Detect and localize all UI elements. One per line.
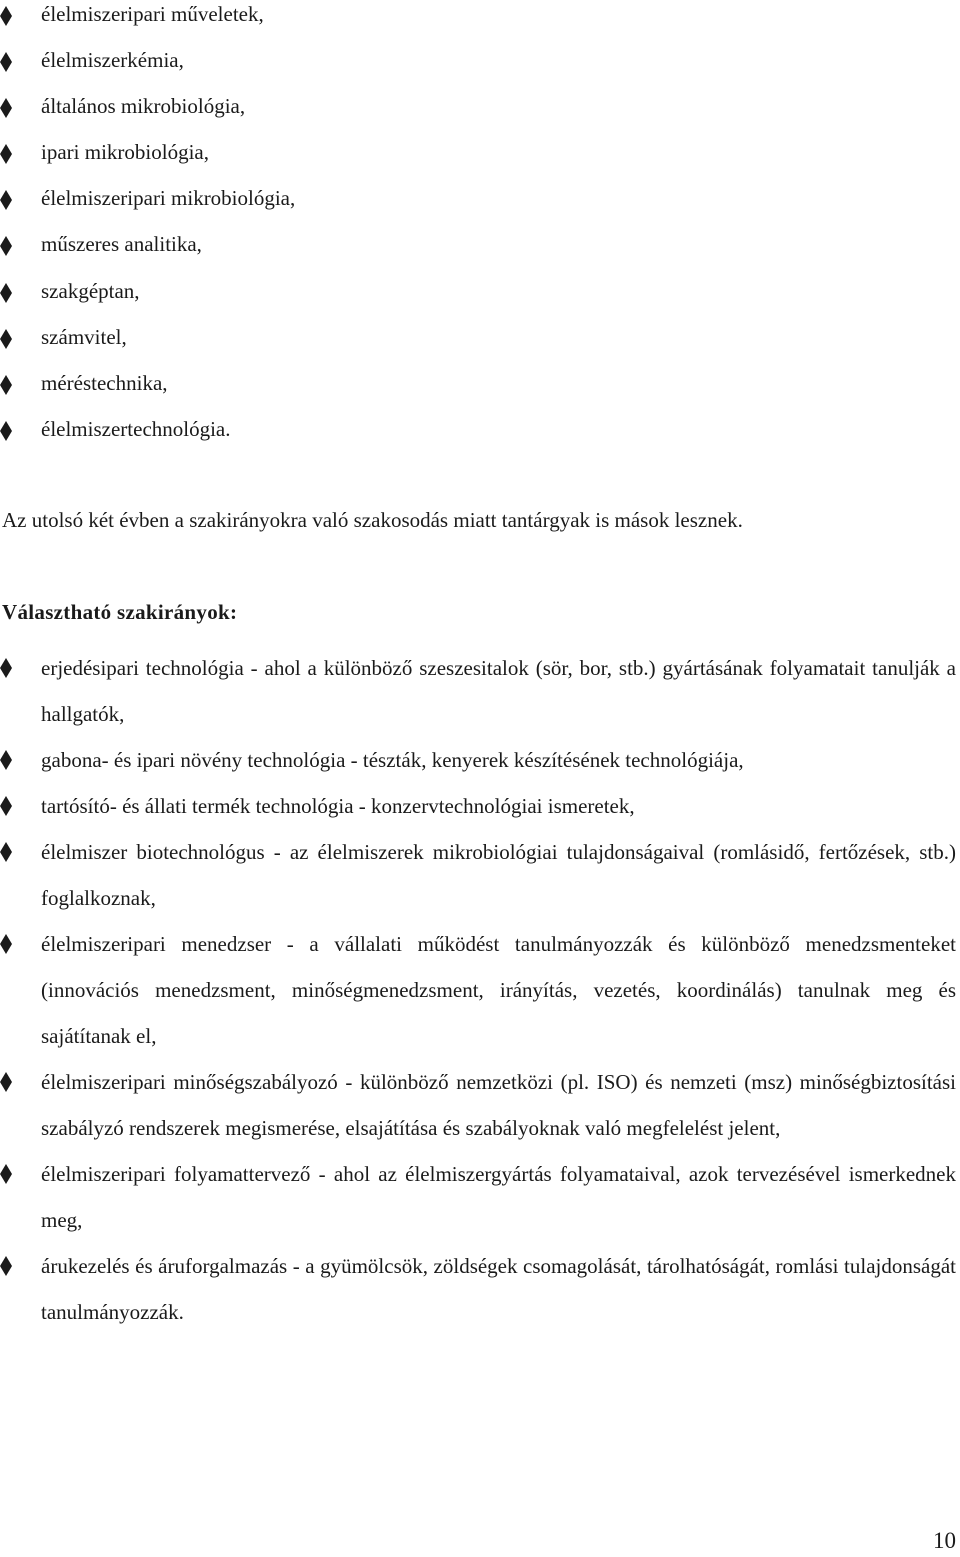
diamond-bullet-icon (0, 190, 12, 210)
subject-list (0, 0, 960, 461)
list-item (0, 46, 960, 92)
list-item (0, 230, 960, 276)
list-item (0, 829, 956, 921)
list-item (0, 415, 960, 461)
diamond-bullet-icon (0, 375, 12, 395)
diamond-bullet-icon (0, 421, 12, 441)
list-item-text: élelmiszeripari mikrobiológia, (41, 186, 296, 211)
list-item-text: élelmiszeripari menedzser - a vállalati működést tanulmányozzák és különböző menedzsmenteket (innovációs menedzsment, minőségmenedzsment, irányítás, vezetés, koordinálás) tanulnak meg és sajátítanak el, (41, 932, 956, 1048)
list-item (0, 0, 960, 46)
list-item-text: általános mikrobiológia, (41, 94, 246, 119)
list-item-text: tartósító- és állati termék technológia - konzervtechnológiai ismeretek, (41, 794, 635, 818)
intro-paragraph: Az utolsó két évben a szakirányokra való szakosodás miatt tantárgyak is mások lesznek. (2, 508, 743, 532)
diamond-bullet-icon (0, 842, 12, 862)
diamond-bullet-icon (0, 750, 12, 770)
diamond-bullet-icon (0, 1072, 12, 1092)
list-item (0, 92, 960, 138)
diamond-bullet-icon (0, 934, 12, 954)
diamond-bullet-icon (0, 6, 12, 26)
list-item-text: élelmiszer biotechnológus - az élelmiszerek mikrobiológiai tulajdonságaival (romlásidő, fertőzések, stb.) foglalkoznak, (41, 840, 956, 910)
diamond-bullet-icon (0, 1256, 12, 1276)
diamond-bullet-icon (0, 52, 12, 72)
list-item-text: számvitel, (41, 324, 127, 349)
list-item (0, 138, 960, 184)
list-item-text: élelmiszeripari műveletek, (41, 2, 264, 26)
list-item-text: méréstechnika, (41, 370, 168, 395)
list-item-text: élelmiszertechnológia. (41, 416, 231, 441)
list-item (0, 737, 956, 783)
list-item-text: ipari mikrobiológia, (41, 140, 209, 165)
diamond-bullet-icon (0, 144, 12, 164)
list-item-text: élelmiszeripari folyamattervező - ahol az élelmiszergyártás folyamataival, azok tervezésével ismerkednek meg, (41, 1162, 956, 1232)
specializations-heading: Választható szakirányok: (2, 600, 238, 624)
list-item (0, 277, 960, 323)
diamond-bullet-icon (0, 329, 12, 349)
list-item (0, 369, 960, 415)
diamond-bullet-icon (0, 98, 12, 118)
page-number: 10 (933, 1528, 956, 1553)
list-item (0, 783, 956, 829)
diamond-bullet-icon (0, 283, 12, 303)
list-item (0, 1059, 956, 1151)
diamond-bullet-icon (0, 796, 12, 816)
list-item-text: műszeres analitika, (41, 232, 202, 257)
list-item-text: szakgéptan, (41, 278, 140, 303)
diamond-bullet-icon (0, 1164, 12, 1184)
list-item (0, 323, 960, 369)
list-item-text: árukezelés és áruforgalmazás - a gyümölcsök, zöldségek csomagolását, tárolhatóságát, romlási tulajdonságát tanulmányozzák. (41, 1254, 956, 1324)
list-item (0, 1243, 956, 1335)
list-item-text: élelmiszeripari minőségszabályozó - különböző nemzetközi (pl. ISO) és nemzeti (msz) minőségbiztosítási szabályzó rendszerek megismerése, elsajátítása és szabályoknak való megfelelést jelent, (41, 1070, 956, 1140)
list-item (0, 921, 956, 1059)
diamond-bullet-icon (0, 658, 12, 678)
list-item (0, 1151, 956, 1243)
list-item-text: gabona- és ipari növény technológia - tészták, kenyerek készítésének technológiája, (41, 748, 744, 772)
diamond-bullet-icon (0, 236, 12, 256)
list-item-text: erjedésipari technológia - ahol a különböző szeszesitalok (sör, bor, stb.) gyártásának folyamatait tanulják a hallgatók, (41, 656, 956, 726)
list-item-text: élelmiszerkémia, (41, 48, 184, 73)
list-item (0, 645, 956, 737)
specialization-list (0, 645, 956, 1335)
list-item (0, 184, 960, 230)
